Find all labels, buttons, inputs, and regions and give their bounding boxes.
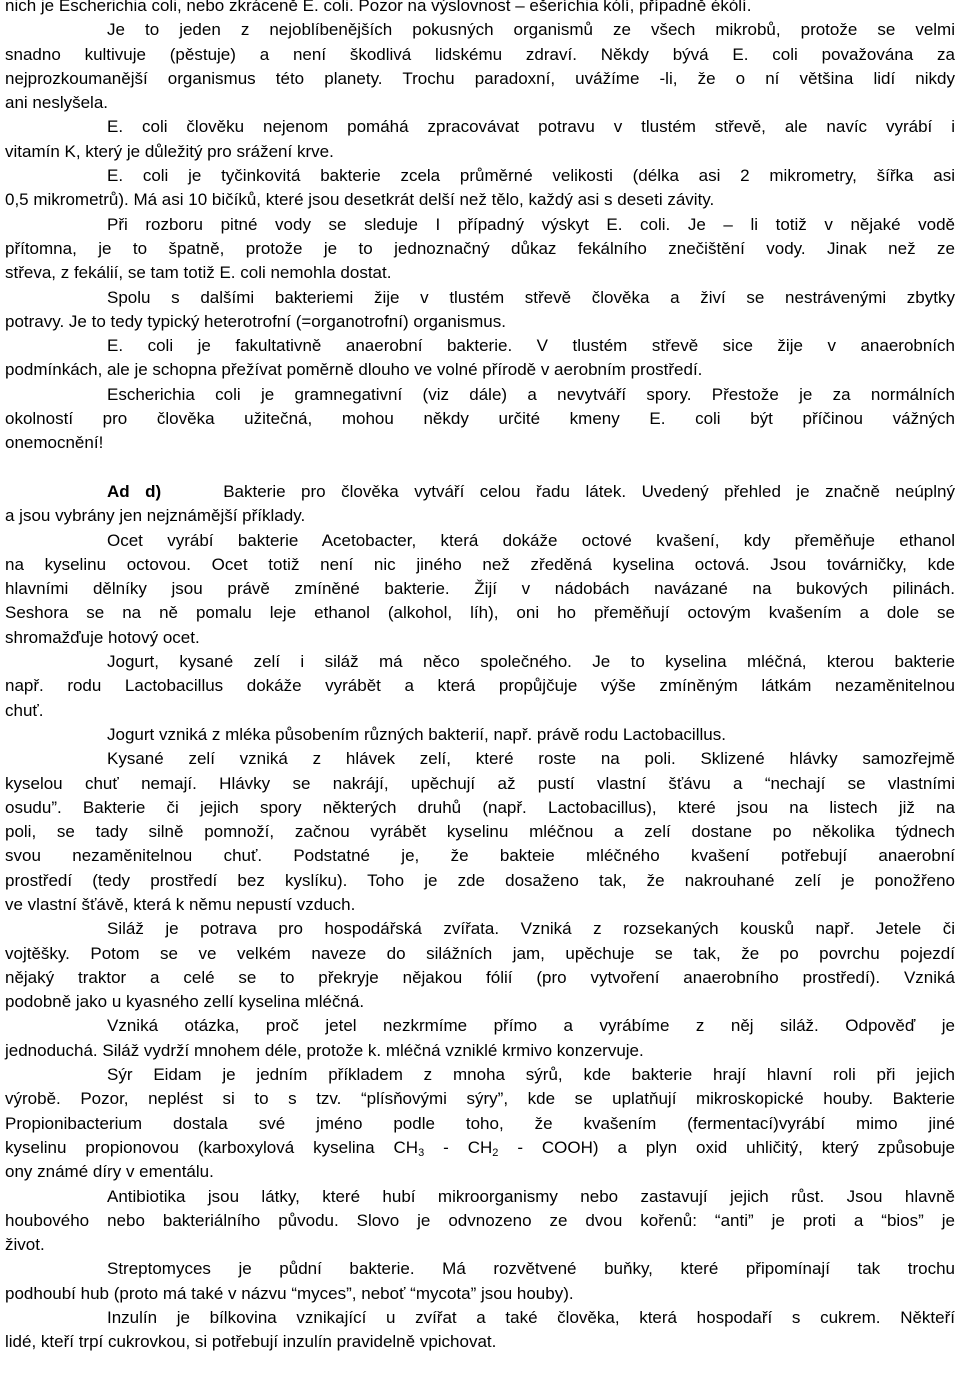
paragraph-insulin bbox=[5, 1306, 955, 1355]
text-line: vojtěšky. Potom se ve velkém naveze do silážních jam, upěchuje se tak, že po povrchu pojezdí bbox=[5, 943, 955, 963]
document-page bbox=[5, 0, 955, 1355]
text-line: E. coli je fakultativně anaerobní bakterie. V tlustém střevě sice žije v anaerobních bbox=[107, 336, 955, 356]
paragraph-anaerobic bbox=[5, 334, 955, 383]
text-line: E. coli je tyčinkovitá bakterie zcela průměrné velikosti (délka asi 2 mikrometry, šířka asi bbox=[107, 166, 955, 186]
paragraph-gram-negative bbox=[5, 383, 955, 456]
text-line: potravy. Je to tedy typický heterotrofní (=organotrofní) organismus. bbox=[5, 311, 506, 331]
text-line: Antibiotika jsou látky, které hubí mikroorganismy nebo zastavují jejich růst. Jsou hlavně bbox=[107, 1186, 955, 1206]
text-line: ony známé díry v ementálu. bbox=[5, 1162, 214, 1182]
text-line: Jogurt, kysané zelí i siláž má něco společného. Je to kyselina mléčná, kterou bakterie bbox=[107, 652, 955, 672]
text-run: kyselinu propionovou (karboxylová kyselina CH bbox=[5, 1137, 419, 1157]
paragraph-yogurt bbox=[5, 723, 955, 747]
text-line: onemocnění! bbox=[5, 433, 104, 453]
paragraph-gap bbox=[5, 456, 955, 480]
text-line: Je to jeden z nejoblíbenějších pokusných organismů ze všech mikrobů, protože se velmi bbox=[107, 20, 955, 40]
text-line: lidé, kteří trpí cukrovkou, si potřebují inzulín pravidelně vpichovat. bbox=[5, 1332, 497, 1352]
paragraph-vitamin-k bbox=[5, 115, 955, 164]
paragraph-water-analysis bbox=[5, 213, 955, 286]
text-line: nejprozkoumanější organismus této planety. Trochu paradoxní, uvážíme -li, že o ní většina lidí nikdy bbox=[5, 68, 955, 88]
text-line: podobně jako u kyasného zellí kyselina mléčná. bbox=[5, 992, 365, 1012]
subscript: 2 bbox=[492, 1146, 499, 1159]
text-line bbox=[5, 1136, 955, 1160]
text-line: na kyselinu octovou. Ocet totiž není nic jiného než zředěná kyselina octová. Jsou továrničky, kde bbox=[5, 554, 955, 574]
text-line: jednoduchá. Siláž vydrží mnohem déle, protože k. mléčná vzniklé krmivo konzervuje. bbox=[5, 1040, 644, 1060]
text-line: např. rodu Lactobacillus dokáže vyrábět a která propůjčuje výše zmíněným látkám nezaměnitelnou bbox=[5, 676, 955, 696]
text-line: výrobě. Pozor, neplést si to s tzv. “plísňovými sýry”, kde se uplatňují mikroskopické houby. Bakterie bbox=[5, 1089, 955, 1109]
text-line: ani neslyšela. bbox=[5, 93, 109, 113]
text-line: Jogurt vzniká z mléka působením různých bakterií, např. právě rodu Lactobacillus. bbox=[107, 724, 726, 744]
paragraph-silage bbox=[5, 917, 955, 1014]
text-line: okolností pro člověka užitečná, mohou někdy určité kmeny E. coli být příčinou vážných bbox=[5, 409, 955, 429]
text-line: 0,5 mikrometrů). Má asi 10 bičíků, které jsou desetkrát delší než tělo, každý asi s deseti závity. bbox=[5, 190, 715, 210]
paragraph-cheese bbox=[5, 1063, 955, 1184]
text-line: Kysané zelí vzniká z hlávek zelí, které roste na poli. Sklizené hlávky samozřejmě bbox=[107, 749, 955, 769]
text-line: život. bbox=[5, 1235, 45, 1255]
paragraph-ecoli-size bbox=[5, 164, 955, 213]
text-line: Siláž je potrava pro hospodářská zvířata. Vzniká z rozsekaných kousků např. Jetele či bbox=[107, 919, 955, 939]
text-run: Bakterie pro člověka vytváří celou řadu látek. Uvedený přehled je značně neúplný bbox=[223, 481, 955, 501]
text-line: Inzulín je bílkovina vznikající u zvířat a také člověka, která hospodaří s cukrem. Někteří bbox=[107, 1308, 955, 1328]
text-run: - CH bbox=[424, 1137, 493, 1157]
paragraph-ecoli-intro bbox=[5, 0, 955, 115]
paragraph-streptomyces bbox=[5, 1257, 955, 1306]
text-line: Seshora se na ně pomalu leje ethanol (alkohol, líh), oni ho přeměňují octovým kvašením a dole se bbox=[5, 603, 955, 623]
section-label: Ad d) bbox=[107, 481, 162, 501]
text-line: Propionibacterium dostala své jméno podle toho, že kvašením (fermentací)vyrábí mimo jiné bbox=[5, 1113, 955, 1133]
text-line: houbového nebo bakteriálního původu. Slovo je odvnozeno ze dvou kořenů: “anti” je proti a “bios” je bbox=[5, 1210, 955, 1230]
text-line: Ocet vyrábí bakterie Acetobacter, která dokáže octové kvašení, kdy přeměňuje ethanol bbox=[107, 530, 955, 550]
text-line: nějaký traktor a celé se to překryje nějakou fólií (pro vytvoření anaerobního prostředí). Vzniká bbox=[5, 967, 955, 987]
paragraph-lactic-acid bbox=[5, 650, 955, 723]
text-line: Sýr Eidam je jedním příkladem z mnoha sýrů, kde bakterie hrají hlavní roli při jejich bbox=[107, 1065, 955, 1085]
paragraph-silage-question bbox=[5, 1014, 955, 1063]
text-line: vitamín K, který je důležitý pro srážení krve. bbox=[5, 141, 334, 161]
text-line: E. coli člověku nejenom pomáhá zpracovávat potravu v tlustém střevě, ale navíc vyrábí i bbox=[107, 117, 955, 137]
text-line: podhoubí hub (proto má také v názvu “myces”, neboť “mycota” jsou houby). bbox=[5, 1283, 574, 1303]
text-line: Streptomyces je půdní bakterie. Má rozvětvené buňky, které připomínají tak trochu bbox=[107, 1259, 955, 1279]
text-line: kyselou chuť nemají. Hlávky se nakrájí, upěchují až pustí vlastní šťávu a “nechají se vlastními bbox=[5, 773, 955, 793]
text-line: Escherichia coli je gramnegativní (viz dále) a nevytváří spory. Přestože je za normálních bbox=[107, 384, 955, 404]
text-line: svou nezaměnitelnou chuť. Podstatné je, že bakteie mléčného kvašení potřebují anaerobní bbox=[5, 846, 955, 866]
paragraph-heterotroph bbox=[5, 286, 955, 335]
text-line: střeva, z fekálií, se tam totiž E. coli nemohla dostat. bbox=[5, 263, 392, 283]
text-line: nich je Escherichia coli, nebo zkráceně E. coli. Pozor na výslovnost – ešeríchia kólí, případně ékólí. bbox=[5, 0, 752, 15]
text-line: poli, se tady silně pomnoží, začnou vyrábět kyselinu mléčnou a zelí dostane po několika týdnech bbox=[5, 822, 955, 842]
text-line: snadno kultivuje (pěstuje) a není škodlivá lidskému zdraví. Někdy bývá E. coli považována za bbox=[5, 44, 955, 64]
text-line: a jsou vybrány jen nejznámější příklady. bbox=[5, 506, 306, 526]
text-line: prostředí (tedy prostředí bez kyslíku). Toho je zde dosaženo tak, že nakrouhané zelí je ponožřeno bbox=[5, 870, 955, 890]
text-line: hlavními dělníky jsou právě zmíněné bakterie. Žijí v nádobách navázané na bukových pilinách. bbox=[5, 579, 955, 599]
text-line: Při rozboru pitné vody se sleduje I případný výskyt E. coli. Je – li totiž v nějaké vodě bbox=[107, 214, 955, 234]
text-line: ve vlastní šťávě, která k němu nepustí vzduch. bbox=[5, 894, 356, 914]
text-line: Spolu s dalšími bakteriemi žije v tlustém střevě člověka a živí se nestrávenými zbytky bbox=[107, 287, 955, 307]
paragraph-vinegar bbox=[5, 529, 955, 650]
text-line: chuť. bbox=[5, 700, 44, 720]
subscript: 3 bbox=[418, 1146, 425, 1159]
paragraph-antibiotics bbox=[5, 1185, 955, 1258]
paragraph-sauerkraut bbox=[5, 747, 955, 917]
text-line: podmínkách, ale je schopna přežívat poměrně dlouho ve volné přírodě v aerobním prostředí. bbox=[5, 360, 703, 380]
text-run: - COOH) a plyn oxid uhličitý, který způsobuje bbox=[498, 1137, 955, 1157]
text-line: shromažďuje hotový ocet. bbox=[5, 627, 200, 647]
text-line bbox=[5, 480, 955, 504]
text-line: Vzniká otázka, proč jetel nezkrmíme přímo a vyrábíme z něj siláž. Odpověď je bbox=[107, 1016, 955, 1036]
text-line: osudu”. Bakterie či jejich spory některých druhů (např. Lactobacillus), které jsou na listech již na bbox=[5, 797, 955, 817]
paragraph-ad-d bbox=[5, 480, 955, 529]
text-line: přítomna, je to špatně, protože je to jednoznačný důkaz fekálního znečištění vody. Jinak než ze bbox=[5, 238, 955, 258]
